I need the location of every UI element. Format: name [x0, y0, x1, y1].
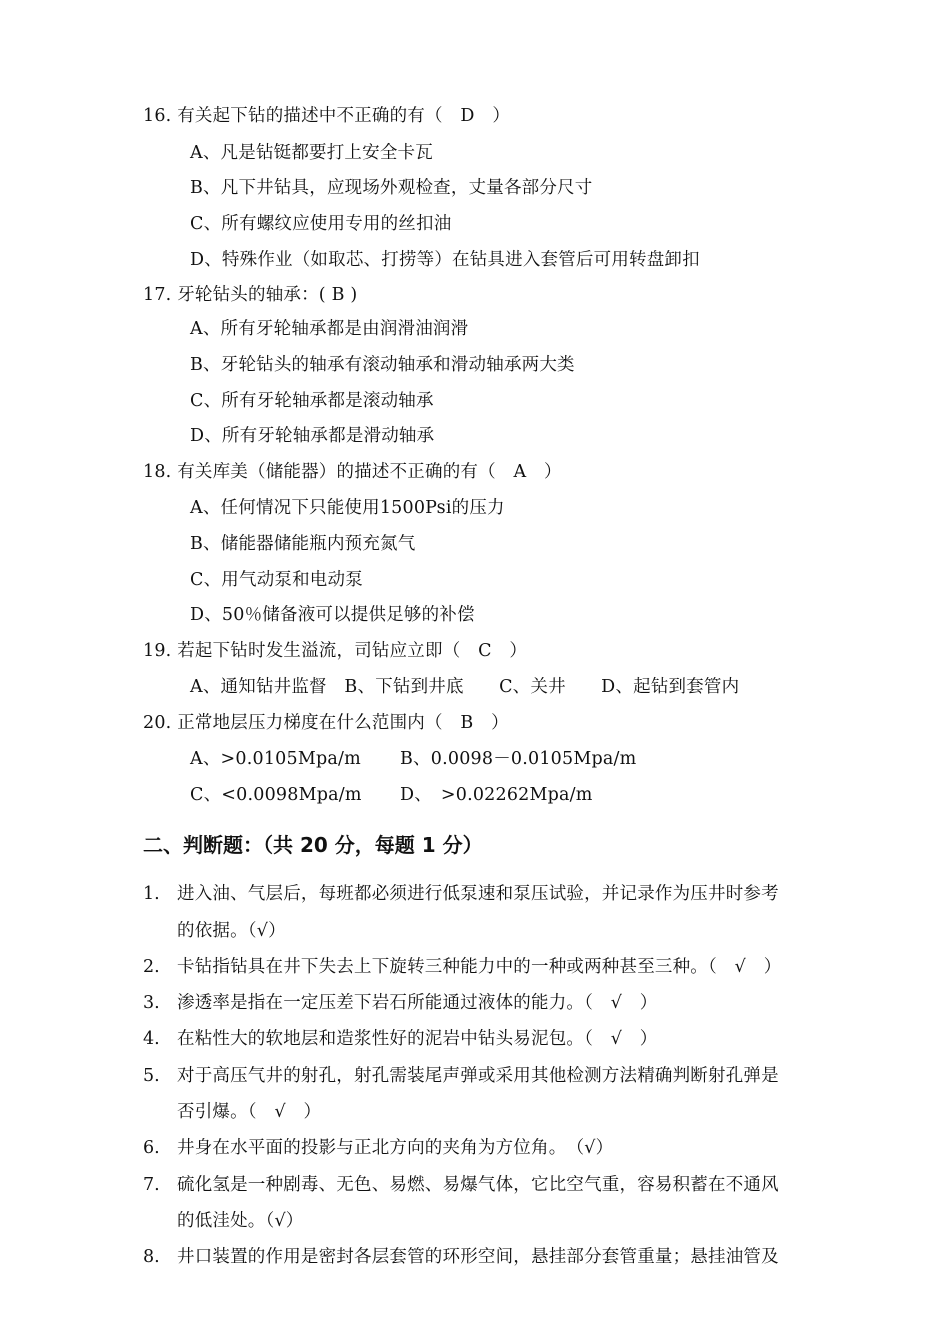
question-20-option-a: A、>0.0105Mpa/m — [190, 749, 361, 769]
question-16-option-a: A、凡是钻铤都要打上安全卡瓦 — [190, 143, 433, 163]
question-20-option-b: B、0.0098－0.0105Mpa/m — [400, 749, 637, 769]
question-18-option-d: D、50％储备液可以提供足够的补偿 — [190, 605, 475, 625]
question-18-option-c: C、用气动泵和电动泵 — [190, 570, 363, 590]
judgment-3-line-1: 渗透率是指在一定压差下岩石所能通过液体的能力。（ √ ） — [177, 993, 658, 1013]
question-18-option-b: B、储能器储能瓶内预充氮气 — [190, 534, 416, 554]
question-17-option-b: B、牙轮钻头的轴承有滚动轴承和滑动轴承两大类 — [190, 355, 575, 375]
judgment-2-line-1: 卡钻指钻具在井下失去上下旋转三种能力中的一种或两种甚至三种。（ √ ） — [177, 957, 782, 977]
question-19-stem: 19. 若起下钻时发生溢流，司钻应立即（ C ） — [143, 641, 528, 661]
judgment-7-line-1: 硫化氢是一种剧毒、无色、易燃、易爆气体，它比空气重，容易积蓄在不通风 — [177, 1175, 779, 1195]
judgment-6-number: 6. — [143, 1138, 160, 1158]
question-16-option-d: D、特殊作业（如取芯、打捞等）在钻具进入套管后可用转盘卸扣 — [190, 250, 700, 270]
judgment-7-number: 7. — [143, 1175, 160, 1195]
question-17-option-a: A、所有牙轮轴承都是由润滑油润滑 — [190, 319, 469, 339]
judgment-6-line-1: 井身在水平面的投影与正北方向的夹角为方位角。 （√） — [177, 1138, 614, 1158]
judgment-4-line-1: 在粘性大的软地层和造浆性好的泥岩中钻头易泥包。（ √ ） — [177, 1029, 658, 1049]
judgment-7-line-2: 的低洼处。（√） — [177, 1211, 304, 1231]
judgment-8-number: 8. — [143, 1247, 160, 1267]
question-20-option-c: C、<0.0098Mpa/m — [190, 785, 362, 805]
question-20-option-d: D、 >0.02262Mpa/m — [400, 785, 593, 805]
question-18-stem: 18. 有关库美（储能器）的描述不正确的有（ A ） — [143, 462, 562, 482]
question-20-stem: 20. 正常地层压力梯度在什么范围内（ B ） — [143, 713, 509, 733]
judgment-5-line-1: 对于高压气井的射孔，射孔需装尾声弹或采用其他检测方法精确判断射孔弹是 — [177, 1066, 779, 1086]
judgment-5-number: 5. — [143, 1066, 160, 1086]
question-17-option-d: D、所有牙轮轴承都是滑动轴承 — [190, 426, 435, 446]
judgment-4-number: 4. — [143, 1029, 160, 1049]
question-17-stem: 17. 牙轮钻头的轴承：( B ) — [143, 285, 358, 305]
judgment-3-number: 3. — [143, 993, 160, 1013]
judgment-5-line-2: 否引爆。（ √ ） — [177, 1102, 322, 1122]
judgment-1-number: 1. — [143, 884, 160, 904]
question-16-stem: 16. 有关起下钻的描述中不正确的有（ D ） — [143, 106, 511, 126]
judgment-1-line-2: 的依据。（√） — [177, 921, 286, 941]
question-19-options: A、通知钻井监督 B、下钻到井底 C、关井 D、起钻到套管内 — [190, 677, 740, 697]
judgment-2-number: 2. — [143, 957, 160, 977]
question-18-option-a: A、任何情况下只能使用1500Psi的压力 — [190, 498, 505, 518]
question-16-option-c: C、所有螺纹应使用专用的丝扣油 — [190, 214, 452, 234]
judgment-8-line-1: 井口装置的作用是密封各层套管的环形空间，悬挂部分套管重量；悬挂油管及 — [177, 1247, 779, 1267]
question-17-option-c: C、所有牙轮轴承都是滚动轴承 — [190, 391, 434, 411]
section-heading: 二、判断题：（共 20 分，每题 1 分） — [143, 833, 483, 857]
judgment-1-line-1: 进入油、气层后，每班都必须进行低泵速和泵压试验，并记录作为压井时参考 — [177, 884, 779, 904]
question-16-option-b: B、凡下井钻具，应现场外观检查，丈量各部分尺寸 — [190, 178, 593, 198]
